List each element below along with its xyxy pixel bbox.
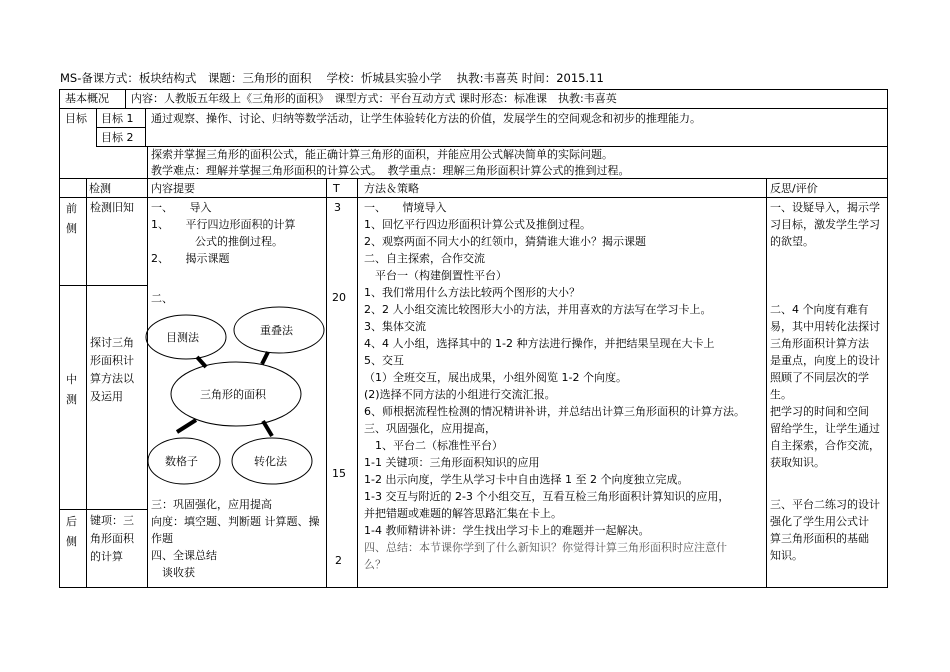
method-line: 1-4 教师精讲补讲：学生找出学习卡上的难题并一起解决。 xyxy=(364,524,650,537)
method-line: 4、4 人小组，选择其中的 1-2 种方法进行操作，并把结果呈现在大卡上 xyxy=(364,337,715,350)
page-header: MS-备课方式：板块结构式 课题：三角形的面积 学校：忻城县实验小学 执教:韦喜英 时间：2015.11 xyxy=(60,71,604,85)
method-line: 二、自主探索，合作交流 xyxy=(364,252,485,265)
goal1-text: 通过观察、操作、讨论、归纳等数学活动，让学生体验转化方法的价值，发展学生的空间观念和初步的推理能力。 xyxy=(151,112,701,125)
method-line: 1-3 交互与附近的 2-3 个小组交互，互看互检三角形面积计算知识的应用， xyxy=(364,490,730,503)
method-line: 2、2 人小组交流比较图形大小的方法，并用喜欢的方法写在学习卡上。 xyxy=(364,303,712,316)
col-method: 方法＆策略 xyxy=(364,182,419,195)
diagram-label-top-right: 重叠法 xyxy=(260,324,293,337)
check-post: 键项：三 角形面积 的计算 xyxy=(90,514,134,563)
diagram-label-bottom-left: 数格子 xyxy=(165,455,198,468)
method-line: 2、观察两面不同大小的红领巾，猜猜谁大谁小？揭示课题 xyxy=(364,235,646,248)
method-line: （1）全班交互，展出成果，小组外阅览 1-2 个向度。 xyxy=(364,371,627,384)
reflection-pre: 一、设疑导入，揭示学 习目标，激发学生学习 的欲望。 xyxy=(770,201,880,248)
overview-content: 内容：人教版五年级上《三角形的面积》 课型方式：平台互动方式 课时形态：标准课 执教:韦喜英 xyxy=(131,92,617,105)
stage-pre: 前 侧 xyxy=(66,202,77,235)
reflection-post: 三、平台二练习的设计 强化了学生用公式计 算三角形面积的基础 知识。 xyxy=(770,498,880,562)
method-line: 1、回忆平行四边形面积计算公式及推倒过程。 xyxy=(364,218,591,231)
diagram-label-bottom-right: 转化法 xyxy=(254,455,287,468)
col-time: T xyxy=(333,182,340,195)
diagram-connector-bottom-right xyxy=(263,421,272,436)
diagram-connector-top-left xyxy=(197,357,206,367)
method-line: 1、我们常用什么方法比较两个图形的大小？ xyxy=(364,286,580,299)
difficulty-text: 教学难点：理解并掌握三角形面积的计算公式。 教学重点：理解三角形面积计算公式的推到过程。 xyxy=(151,164,630,177)
col-check: 检测 xyxy=(89,182,111,195)
col-content: 内容提要 xyxy=(151,182,195,195)
diagram-connector-bottom-left xyxy=(177,420,196,432)
goal2-text: 探索并掌握三角形的面积公式，能正确计算三角形的面积，并能应用公式解决简单的实际问题。 xyxy=(151,148,613,161)
goal1-label: 目标 1 xyxy=(101,112,134,125)
time-summary: 2 xyxy=(335,554,342,567)
content-mid-heading: 二、 xyxy=(151,292,173,305)
diagram-connector-top-right xyxy=(262,352,268,364)
method-line: 三、巩固强化，应用提高， xyxy=(364,422,496,435)
goal2-label: 目标 2 xyxy=(101,131,134,144)
content-post: 三：巩固强化，应用提高 向度：填空题、判断题 计算题、操 作题 四、全课总结 谈收获 xyxy=(151,498,320,579)
method-line: 1-2 出示向度，学生从学习卡中自由选择 1 至 2 个向度独立完成。 xyxy=(364,473,689,486)
time-pre: 3 xyxy=(334,201,341,214)
method-line: 并把错题或难题的解答思路汇集在卡上。 xyxy=(364,507,562,520)
method-line: 1、平台二（标准性平台） xyxy=(364,439,503,452)
stage-mid: 中 测 xyxy=(66,373,77,406)
method-line: 1-1 关键项：三角形面积知识的应用 xyxy=(364,456,540,469)
content-pre: 一、 导入 1、 平行四边形面积的计算 公式的推倒过程。 2、 揭示课题 xyxy=(151,201,296,265)
reflection-mid: 二、4 个向度有难有 易，其中用转化法探讨 三角形面积计算方法 是重点，向度上的设计 照顾了不同层次的学 生。 把学习的时间和空间 留给学生，让学生通过 自主探索，合作交流， 获取知识。 xyxy=(770,303,880,469)
time-mid: 20 xyxy=(332,291,346,304)
col-reflection: 反思/评价 xyxy=(770,182,818,195)
goals-label: 目标 xyxy=(65,112,87,125)
method-line: 么？ xyxy=(364,558,386,571)
method-line: 一、 情境导入 xyxy=(364,201,447,214)
method-line: 6、师根据流程性检测的情况精讲补讲，并总结出计算三角形面积的计算方法。 xyxy=(364,405,745,418)
method-line: 平台一（构建倒置性平台） xyxy=(364,269,507,282)
diagram-label-top-left: 目测法 xyxy=(166,331,199,344)
method-line: (2)选择不同方法的小组进行交流汇报。 xyxy=(364,388,556,401)
methods-list xyxy=(364,199,745,573)
check-pre: 检测旧知 xyxy=(90,201,134,214)
method-line: 5、交互 xyxy=(364,354,404,367)
method-line: 四、总结：本节课你学到了什么新知识？你觉得计算三角形面积时应注意什 xyxy=(364,541,727,554)
diagram-label-center: 三角形的面积 xyxy=(200,388,266,401)
method-line: 3、集体交流 xyxy=(364,320,426,333)
time-post: 15 xyxy=(332,467,346,480)
stage-post: 后 侧 xyxy=(66,515,77,548)
overview-label: 基本概况 xyxy=(65,92,109,105)
check-mid: 探讨三角 形面积计 算方法以 及运用 xyxy=(90,336,134,403)
